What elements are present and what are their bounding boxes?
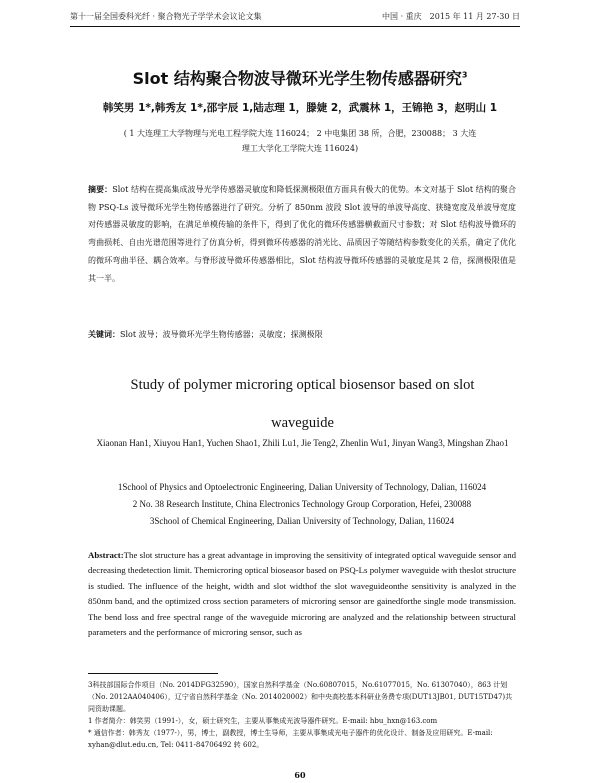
chinese-keywords-text: Slot 波导；波导微环光学生物传感器；灵敏度；探测极限 [120, 330, 323, 339]
running-header [70, 11, 520, 22]
footnote-author-bio: 1 作者简介：韩笑男（1991-），女，硕士研究生，主要从事集成光波导器件研究。E-mail: hbu_hxn@163.com [88, 717, 438, 725]
chinese-title-text: Slot 结构聚合物波导微环光学生物传感器研究 [132, 69, 462, 88]
chinese-abstract-label: 摘要： [88, 185, 113, 194]
chinese-keywords-label: 关键词： [88, 330, 120, 339]
chinese-affiliations [85, 126, 515, 156]
footnote-funding: 3科技部国际合作项目（No. 2014DFG32590），国家自然科学基金（No.60807015，No.61077015，No. 61307040），863 计划（No. 2012AA040406），辽宁省自然科学基金（No. 2014020002）和中央高校基本科研业务费专项(DUT13JB01, DUT15TD47)共同资助课题。 [88, 681, 513, 713]
header-rule [70, 26, 520, 27]
chinese-abstract [88, 181, 516, 287]
footnote-corresponding: * 通信作者：韩秀友（1977-），男，博士，副教授，博士生导师，主要从事集成光电子器件的优化设计、制备及应用研究。E-mail: xyhan@dlut.edu.cn, Tel: 0411-84706492 转 602。 [88, 729, 493, 749]
chinese-affiliation-line: ( 1 大连理工大学物理与光电工程学院大连 116024； 2 中电集团 38 所，合肥，230088； 3 大连 [123, 129, 477, 138]
footnote-rule [88, 673, 218, 674]
english-title [90, 366, 515, 442]
english-affiliation-line: 2 No. 38 Research Institute, China Electronics Technology Group Corporation, Hefei, 230088 [132, 499, 472, 509]
english-title-line: waveguide [271, 415, 334, 431]
chinese-abstract-text: Slot 结构在提高集成波导光学传感器灵敏度和降低探测极限值方面具有极大的优势。本文对基于 Slot 结构的聚合物 PSQ-Ls 波导微环光学生物传感器进行了研究。分析了 850nm 波段 Slot 波导的单波导高度、狭缝宽度及单波导宽度对传感器灵敏度的影响，在满足单模传输的条件下，得到了优化的微环传感器横截面尺寸参数；对 Slot 结构波导微环的弯曲损耗、自由光谱范围等进行了仿真分析，得到微环传感器的消光比、品质因子等随结构参数变化的关系，确定了优化的微环弯曲半径、耦合效率。与脊形波导微环传感器相比，Slot 结构波导微环传感器的灵敏度是其 2 倍，探测极限值是其一半。 [88, 185, 517, 283]
english-affiliation-line: 3School of Chemical Engineering, Dalian University of Technology, Dalian, 116024 [149, 516, 455, 526]
english-abstract [88, 548, 516, 640]
header-date: 中国 · 重庆 2015 年 11 月 27-30 日 [382, 12, 520, 21]
footnotes [88, 679, 516, 751]
english-authors: Xiaonan Han1, Xiuyou Han1, Yuchen Shao1, Zhili Lu1, Jie Teng2, Zhenlin Wu1, Jinyan Wang3, Mingshan Zhao1 [96, 438, 509, 448]
chinese-keywords [88, 329, 516, 340]
english-affiliation-line: 1School of Physics and Optoelectronic Engineering, Dalian University of Technology, Dalian, 116024 [117, 482, 487, 492]
title-footnote-mark: 3 [461, 70, 468, 80]
chinese-authors: 韩笑男 1*,韩秀友 1*,邵宇辰 1,陆志理 1，滕婕 2，武震林 1，王锦艳 3，赵明山 1 [102, 102, 498, 114]
chinese-title [60, 66, 540, 89]
page-number: 60 [294, 770, 306, 780]
english-abstract-label: Abstract: [88, 550, 124, 560]
english-affiliations [92, 479, 512, 530]
header-conference: 第十一届全国委科光纤 · 聚合物光子学学术会议论文集 [70, 12, 262, 21]
chinese-affiliation-line: 理工大学化工学院大连 116024) [241, 144, 359, 153]
english-abstract-text: The slot structure has a great advantage in improving the sensitivity of integrated optical waveguide sensor and decreasing thedetection limit. Themicroring optical bioseasor based on PSQ-Ls polymer waveguide with theslot structure is studied. The influence of the height, width and slot widthof the slot waveguideonthe sensitivity is analyzed in the 850nm band, and the optimized cross section parameters of microring sensor are gainedforthe single mode transmission. The bend loss and free spectral range of the waveguide microring are analyzed and the relationship between structural parameters and the performance of microring sensor, such as [88, 550, 516, 638]
english-title-line: Study of polymer microring optical biosensor based on slot [130, 377, 475, 393]
